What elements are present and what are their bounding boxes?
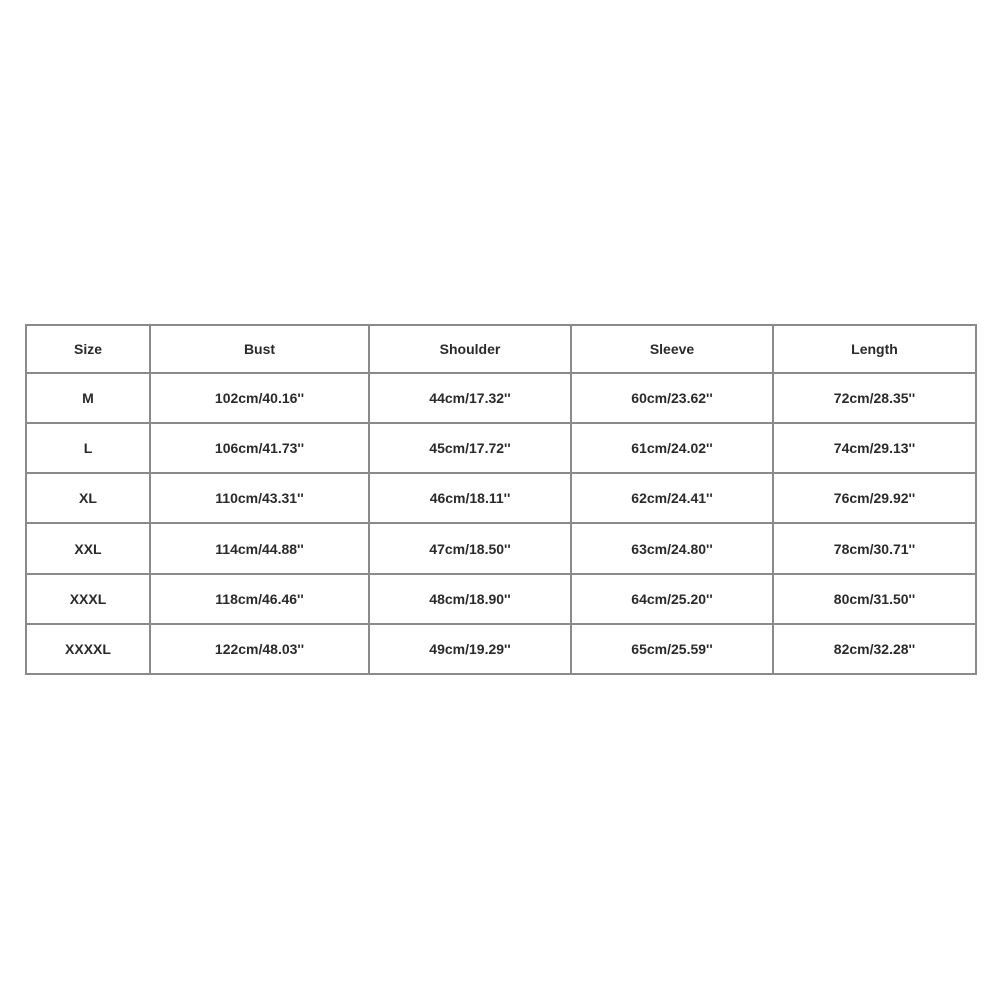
table-row — [26, 574, 976, 624]
length-cell: 82cm/32.28'' — [773, 624, 976, 674]
length-cell: 80cm/31.50'' — [773, 574, 976, 624]
sleeve-cell: 61cm/24.02'' — [571, 423, 773, 473]
sleeve-cell: 63cm/24.80'' — [571, 523, 773, 573]
sleeve-cell: 65cm/25.59'' — [571, 624, 773, 674]
shoulder-cell: 47cm/18.50'' — [369, 523, 571, 573]
sleeve-cell: 62cm/24.41'' — [571, 473, 773, 523]
bust-cell: 106cm/41.73'' — [150, 423, 369, 473]
size-cell: XXXL — [26, 574, 150, 624]
bust-cell: 122cm/48.03'' — [150, 624, 369, 674]
bust-cell: 114cm/44.88'' — [150, 523, 369, 573]
length-cell: 72cm/28.35'' — [773, 373, 976, 423]
size-cell: L — [26, 423, 150, 473]
length-cell: 76cm/29.92'' — [773, 473, 976, 523]
sleeve-cell: 64cm/25.20'' — [571, 574, 773, 624]
length-cell: 74cm/29.13'' — [773, 423, 976, 473]
size-cell: M — [26, 373, 150, 423]
table-row — [26, 523, 976, 573]
size-cell: XXXXL — [26, 624, 150, 674]
header-sleeve: Sleeve — [571, 325, 773, 373]
size-chart-table — [25, 324, 977, 675]
header-length: Length — [773, 325, 976, 373]
table-row — [26, 624, 976, 674]
table-row — [26, 373, 976, 423]
header-shoulder: Shoulder — [369, 325, 571, 373]
table-row — [26, 473, 976, 523]
table-row — [26, 423, 976, 473]
header-row — [26, 325, 976, 373]
size-cell: XXL — [26, 523, 150, 573]
bust-cell: 102cm/40.16'' — [150, 373, 369, 423]
bust-cell: 118cm/46.46'' — [150, 574, 369, 624]
header-bust: Bust — [150, 325, 369, 373]
shoulder-cell: 44cm/17.32'' — [369, 373, 571, 423]
length-cell: 78cm/30.71'' — [773, 523, 976, 573]
sleeve-cell: 60cm/23.62'' — [571, 373, 773, 423]
bust-cell: 110cm/43.31'' — [150, 473, 369, 523]
shoulder-cell: 46cm/18.11'' — [369, 473, 571, 523]
size-cell: XL — [26, 473, 150, 523]
header-size: Size — [26, 325, 150, 373]
shoulder-cell: 48cm/18.90'' — [369, 574, 571, 624]
shoulder-cell: 45cm/17.72'' — [369, 423, 571, 473]
shoulder-cell: 49cm/19.29'' — [369, 624, 571, 674]
